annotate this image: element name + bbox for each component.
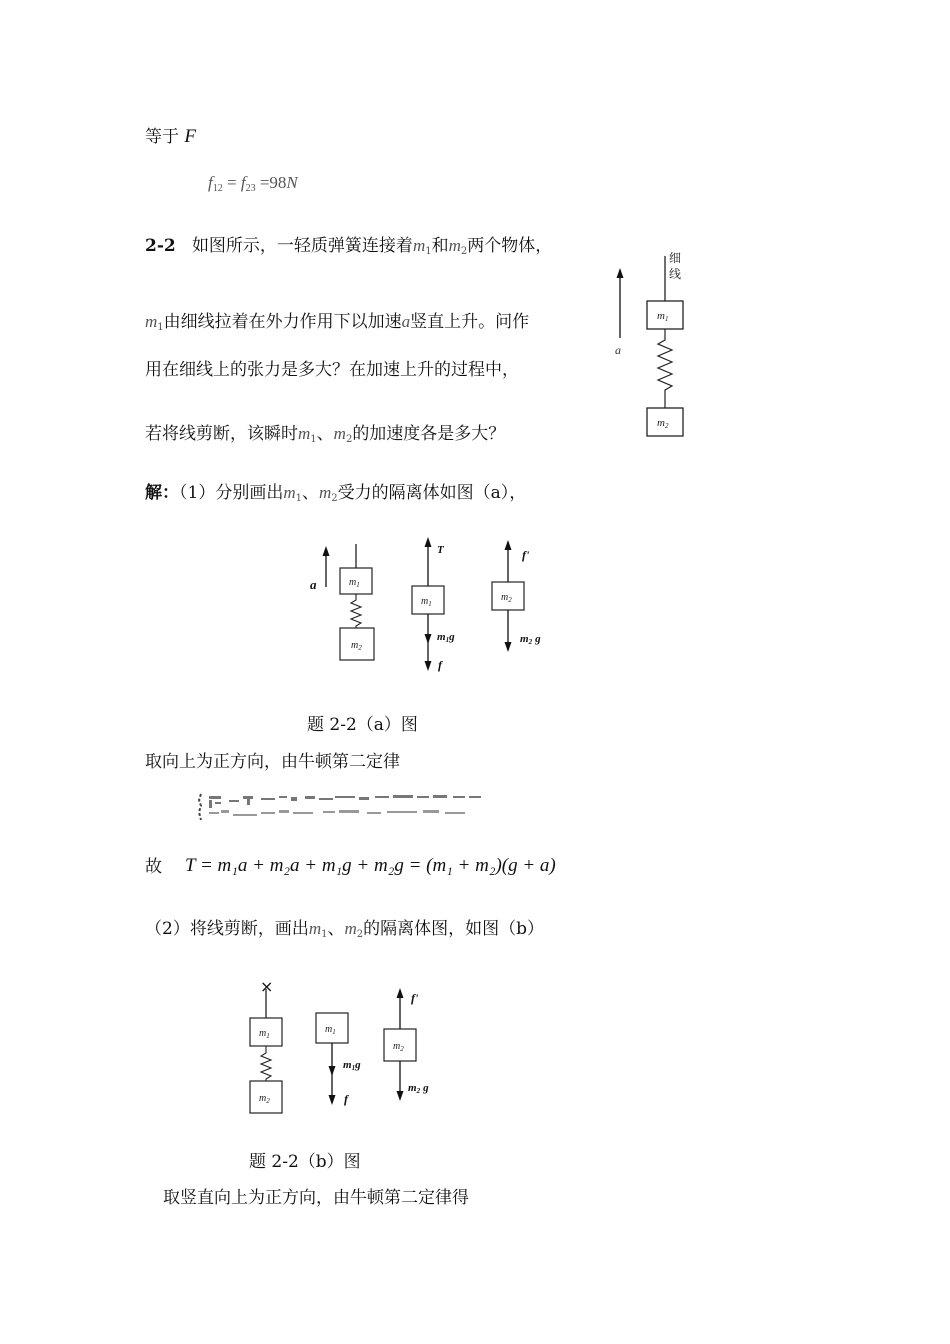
fig-a-tension-arrow-head xyxy=(425,537,432,547)
fig-b-f-label: f xyxy=(344,1092,348,1106)
problem-line-4: 若将线剪断，该瞬时$m_1$、$m_2$的加速度各是多大？ xyxy=(145,424,506,445)
svg-text:m1: $m_1$ xyxy=(349,577,360,589)
force-variable: F xyxy=(184,126,197,147)
header-line xyxy=(145,126,196,148)
fig-b-f-arrow-head xyxy=(329,1095,336,1105)
m1-box-label: m1 xyxy=(657,310,669,323)
fig-a-accel-label: a xyxy=(310,577,317,592)
final-line: 取竖直向上为正方向，由牛顿第二定律得 xyxy=(163,1188,469,1208)
fig-b-spring xyxy=(261,1046,271,1081)
figure-a xyxy=(300,532,560,682)
fig-a-fprime-arrow-head xyxy=(505,540,512,550)
friction-equation: $f_{12} = f_{23} =98N$ xyxy=(208,173,298,194)
fig-b-m1g-arrow-head xyxy=(329,1066,336,1076)
solution-label: 解： xyxy=(145,483,179,503)
fig-b-fprime-label: f' xyxy=(411,991,419,1005)
figure-a-caption: 题 2-2（a）图 xyxy=(307,715,418,735)
svg-text:m2: $m_2$ xyxy=(501,592,512,604)
fig-b-fprime-arrow-head xyxy=(397,988,404,998)
fig-a-accel-arrow-head xyxy=(323,546,330,556)
fig-b-m2g-arrow-head xyxy=(397,1091,404,1101)
conclusion-prefix: 故 xyxy=(145,857,162,877)
header-text: 等于 xyxy=(145,127,179,147)
accel-arrow-head xyxy=(617,268,624,278)
fig-b-cut-mark: × xyxy=(260,977,274,996)
solution-step-1: 解：（1）分别画出$m_1$、$m_2$受力的隔离体如图（a）， xyxy=(145,483,527,504)
problem-line-2: $m_1$由细线拉着在外力作用下以加速a竖直上升。问作 xyxy=(145,312,530,333)
fig-a-m2g-arrow-head xyxy=(505,642,512,652)
svg-text:m1: $m_1$ xyxy=(421,596,432,608)
string-label-2: 线 xyxy=(669,267,682,281)
string-label-1: 细 xyxy=(669,251,682,265)
fig-a-fprime-label: f' xyxy=(522,548,530,562)
fig-a-spring xyxy=(351,594,361,628)
garbled-equation-image xyxy=(195,790,495,826)
fig-a-f-label: f xyxy=(438,658,442,672)
fig-a-tension-label: T xyxy=(437,544,444,556)
m2-box-label: m2 xyxy=(657,417,669,430)
solution-step-2: （2）将线剪断，画出$m_1$、$m_2$的隔离体图，如图（b） xyxy=(145,919,545,940)
fig-b-m1g-label: m1g xyxy=(343,1059,361,1072)
fig-a-m2g-label: m2 g xyxy=(520,633,541,646)
conclusion-line xyxy=(145,856,162,878)
svg-text:m2: $m_2$ xyxy=(351,640,362,652)
problem-number: 2-2 xyxy=(145,236,176,256)
fig-a-f-arrow-head xyxy=(425,661,432,671)
accel-label: a xyxy=(615,343,621,357)
spring xyxy=(658,329,672,408)
svg-text:m2: $m_2$ xyxy=(259,1093,270,1105)
problem-figure xyxy=(600,248,710,443)
figure-b-caption: 题 2-2（b）图 xyxy=(249,1152,361,1172)
svg-text:m1: $m_1$ xyxy=(325,1024,336,1036)
problem-line-3: 用在细线上的张力是多大？在加速上升的过程中， xyxy=(145,360,519,380)
figure-b xyxy=(240,975,450,1120)
newton-line: 取向上为正方向，由牛顿第二定律 xyxy=(145,752,400,772)
fig-a-m1g-arrow-head xyxy=(425,634,432,644)
fig-a-m1g-label: m1g xyxy=(437,631,455,644)
tension-equation: T = m₁a + m₂a + m₁g + m₂g = (m₁ + m₂)(g + a) xyxy=(185,855,556,876)
svg-text:m1: $m_1$ xyxy=(259,1028,270,1040)
fig-b-m2g-label: m2 g xyxy=(408,1082,429,1095)
svg-text:m2: $m_2$ xyxy=(393,1041,404,1053)
problem-line-1: 2-2 如图所示，一轻质弹簧连接着$m_1$和$m_2$两个物体， xyxy=(145,236,553,257)
